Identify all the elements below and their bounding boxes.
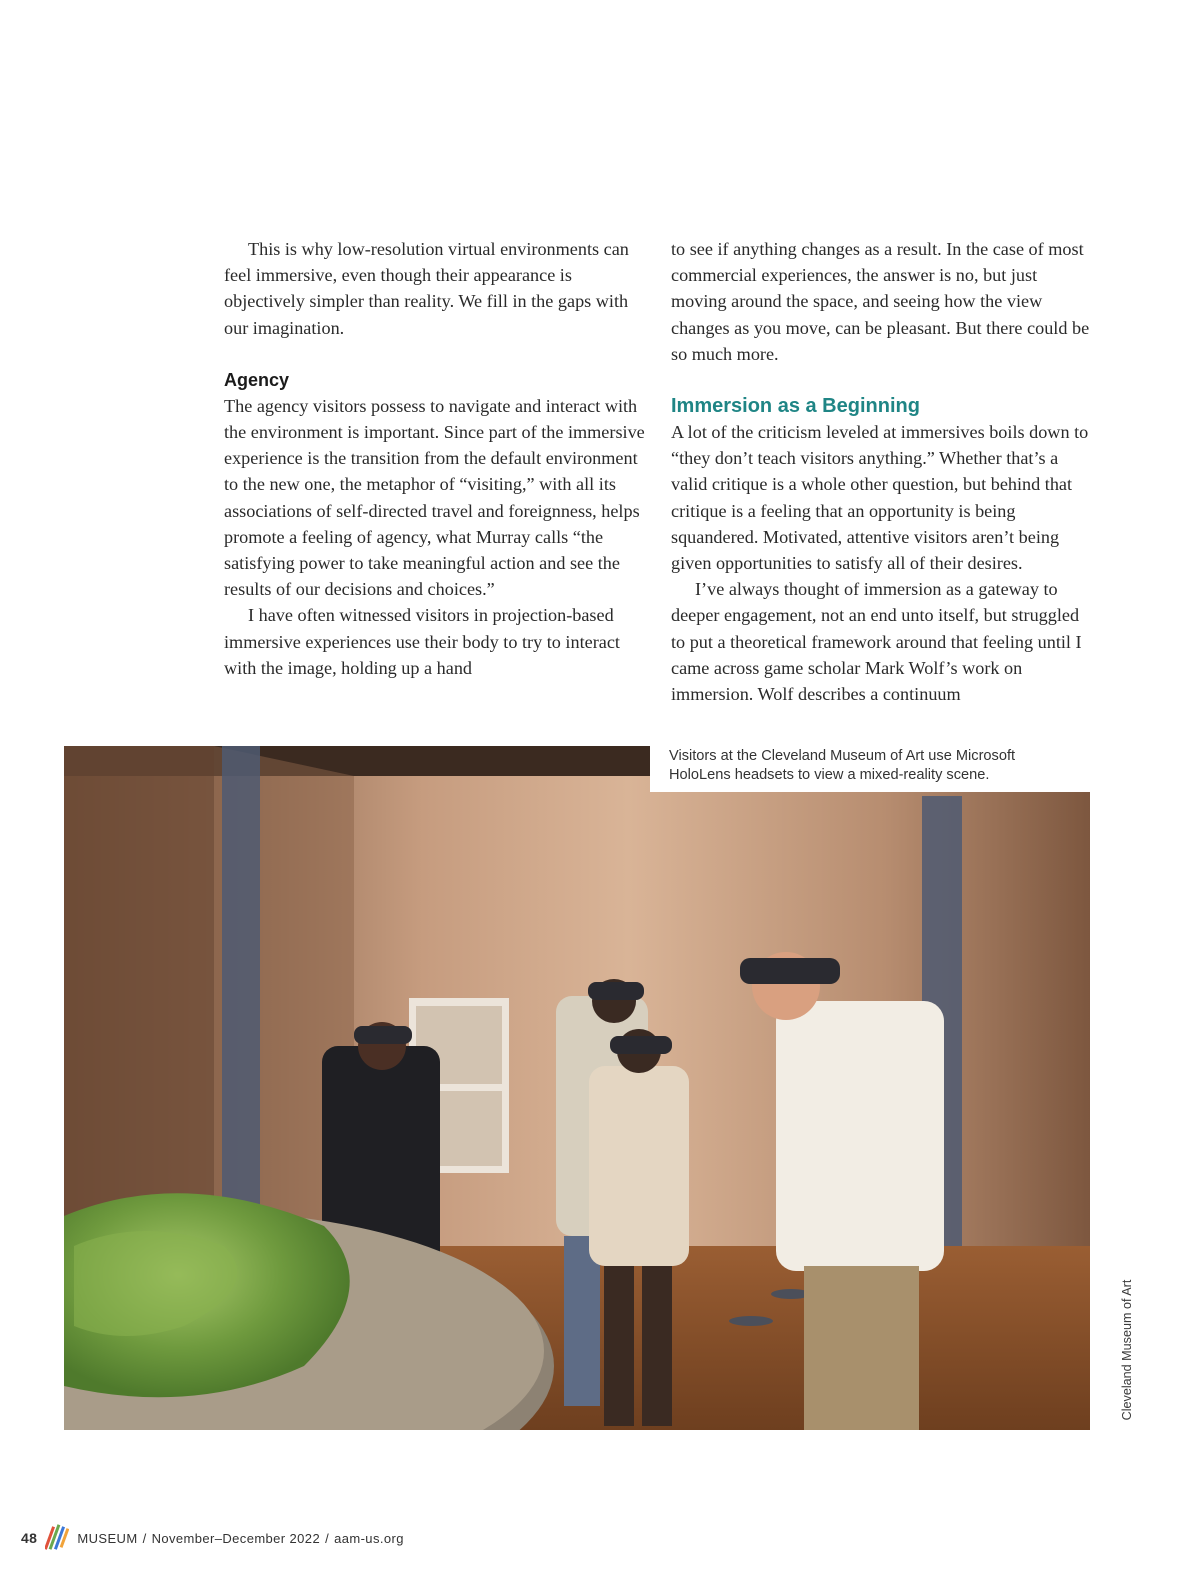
website-link[interactable]: aam-us.org: [334, 1530, 404, 1546]
body-paragraph: I’ve always thought of immersion as a gateway to deeper engagement, not an end unto itself, but struggled to put a theoretical framework around that feeling until I came across game scholar Mark Wolf’s work on immersion. Wolf describes a continuum: [671, 579, 1082, 705]
photo-caption: Visitors at the Cleveland Museum of Art use Microsoft HoloLens headsets to view a mixed-reality scene.: [650, 746, 1090, 792]
museum-photo: [64, 746, 1090, 1430]
issue-date: November–December 2022: [151, 1530, 321, 1546]
right-column: [671, 236, 1093, 707]
body-paragraph: The agency visitors possess to navigate and interact with the environment is important. Since part of the immersive experience is the transition from the default environment to the new one, the metaphor of “visiting,” with all its associations of self-directed travel and foreignness, helps promote a feeling of agency, what Murray calls “the satisfying power to take meaningful action and see the results of our decisions and choices.”: [224, 395, 645, 600]
left-column: [224, 236, 646, 681]
photo-credit: Cleveland Museum of Art: [1120, 1279, 1134, 1421]
body-paragraph: A lot of the criticism leveled at immersives boils down to “they don’t teach visitors anything.” Whether that’s a valid critique is a whole other question, but behind that critique is a feeling that an opportunity is being squandered. Motivated, attentive visitors aren’t being given opportunities to satisfy all of their desires.: [671, 422, 1089, 574]
section-heading-agency: Agency: [224, 369, 290, 390]
footer-separator: /: [325, 1530, 330, 1546]
page-footer: [21, 1521, 404, 1555]
footer-separator: /: [142, 1530, 147, 1546]
body-paragraph: This is why low-resolution virtual environments can feel immersive, even though their appearance is objectively simpler than reality. We fill in the gaps with our imagination.: [224, 239, 629, 338]
magazine-name: MUSEUM: [77, 1530, 138, 1546]
section-heading-immersion: Immersion as a Beginning: [671, 395, 920, 418]
body-paragraph: I have often witnessed visitors in projection-based immersive experiences use their body to try to interact with the image, holding up a hand: [224, 605, 620, 678]
aam-logo-icon: [45, 1522, 69, 1554]
body-paragraph: to see if anything changes as a result. In the case of most commercial experiences, the answer is no, but just moving around the space, and seeing how the view changes as you move, can be pleasant. But there could be so much more.: [671, 239, 1090, 364]
page-number: 48: [21, 1530, 38, 1546]
